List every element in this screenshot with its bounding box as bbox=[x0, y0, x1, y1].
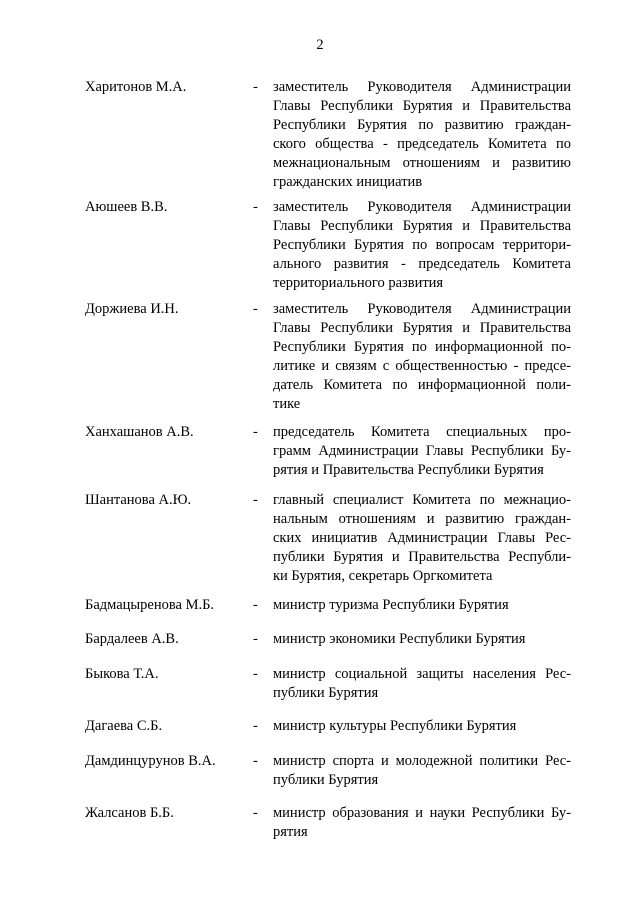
position-line: гражданских инициатив bbox=[273, 174, 423, 190]
member-position bbox=[273, 665, 571, 703]
position-line: заместитель Руководителя Администрации bbox=[273, 79, 571, 95]
position-line: министр экономики Республики Бурятия bbox=[273, 631, 526, 647]
dash-separator: - bbox=[253, 301, 258, 317]
position-line: министр образования и науки Республики Бу- bbox=[273, 805, 571, 821]
member-name: Дагаева С.Б. bbox=[85, 718, 163, 734]
position-line: председатель Комитета специальных про- bbox=[273, 424, 571, 440]
member-position bbox=[273, 423, 571, 480]
member-position bbox=[273, 198, 571, 293]
member-name: Жалсанов Б.Б. bbox=[85, 805, 174, 821]
position-line: рятия bbox=[273, 824, 308, 840]
member-position bbox=[273, 78, 571, 192]
position-line: ских инициатив Администрации Главы Рес- bbox=[273, 530, 571, 546]
position-line: заместитель Руководителя Администрации bbox=[273, 301, 571, 317]
position-line: публики Бурятия bbox=[273, 685, 379, 701]
dash-separator: - bbox=[253, 753, 258, 769]
position-line: министр туризма Республики Бурятия bbox=[273, 597, 509, 613]
member-name: Шантанова А.Ю. bbox=[85, 492, 192, 508]
dash-separator: - bbox=[253, 424, 258, 440]
page-number: 2 bbox=[316, 37, 324, 53]
position-line: тике bbox=[273, 396, 301, 412]
member-position bbox=[273, 804, 571, 842]
position-line: нальным отношениям и развитию граждан- bbox=[273, 511, 571, 527]
dash-separator: - bbox=[253, 79, 258, 95]
dash-separator: - bbox=[253, 199, 258, 215]
position-line: Главы Республики Бурятия и Правительства bbox=[273, 218, 571, 234]
position-line: территориального развития bbox=[273, 275, 444, 291]
position-line: публики Бурятия bbox=[273, 772, 379, 788]
position-line: Главы Республики Бурятия и Правительства bbox=[273, 98, 571, 114]
member-name: Быкова Т.А. bbox=[85, 666, 159, 682]
position-line: грамм Администрации Главы Республики Бу- bbox=[273, 443, 571, 459]
position-line: ки Бурятия, секретарь Оргкомитета bbox=[273, 568, 493, 584]
member-name: Доржиева И.Н. bbox=[85, 301, 179, 317]
dash-separator: - bbox=[253, 597, 258, 613]
member-name: Аюшеев В.В. bbox=[85, 199, 168, 215]
member-name: Ханхашанов А.В. bbox=[85, 424, 194, 440]
position-line: Главы Республики Бурятия и Правительства bbox=[273, 320, 571, 336]
member-name: Харитонов М.А. bbox=[85, 79, 187, 95]
dash-separator: - bbox=[253, 666, 258, 682]
member-name: Бардалеев А.В. bbox=[85, 631, 179, 647]
member-position bbox=[273, 717, 571, 736]
position-line: главный специалист Комитета по межнацио- bbox=[273, 492, 571, 508]
dash-separator: - bbox=[253, 805, 258, 821]
member-name: Дамдинцурунов В.А. bbox=[85, 753, 216, 769]
member-position bbox=[273, 300, 571, 414]
position-line: датель Комитета по информационной поли- bbox=[273, 377, 571, 393]
position-line: министр социальной защиты населения Рес- bbox=[273, 666, 571, 682]
position-line: Республики Бурятия по развитию граждан- bbox=[273, 117, 571, 133]
position-line: ального развития - председатель Комитета bbox=[273, 256, 571, 272]
position-line: министр спорта и молодежной политики Рес- bbox=[273, 753, 571, 769]
position-line: министр культуры Республики Бурятия bbox=[273, 718, 517, 734]
position-line: Республики Бурятия по информационной по- bbox=[273, 339, 571, 355]
position-line: ского общества - председатель Комитета по bbox=[273, 136, 571, 152]
position-line: рятия и Правительства Республики Бурятия bbox=[273, 462, 544, 478]
position-line: заместитель Руководителя Администрации bbox=[273, 199, 571, 215]
position-line: Республики Бурятия по вопросам территори- bbox=[273, 237, 571, 253]
member-position bbox=[273, 596, 571, 615]
member-name: Бадмацыренова М.Б. bbox=[85, 597, 215, 613]
position-line: публики Бурятия и Правительства Республи- bbox=[273, 549, 571, 565]
dash-separator: - bbox=[253, 718, 258, 734]
position-line: межнациональным отношениям и развитию bbox=[273, 155, 571, 171]
member-position bbox=[273, 630, 571, 649]
member-position bbox=[273, 752, 571, 790]
dash-separator: - bbox=[253, 631, 258, 647]
member-position bbox=[273, 491, 571, 586]
position-line: литике и связям с общественностью - предсе- bbox=[273, 358, 571, 374]
dash-separator: - bbox=[253, 492, 258, 508]
